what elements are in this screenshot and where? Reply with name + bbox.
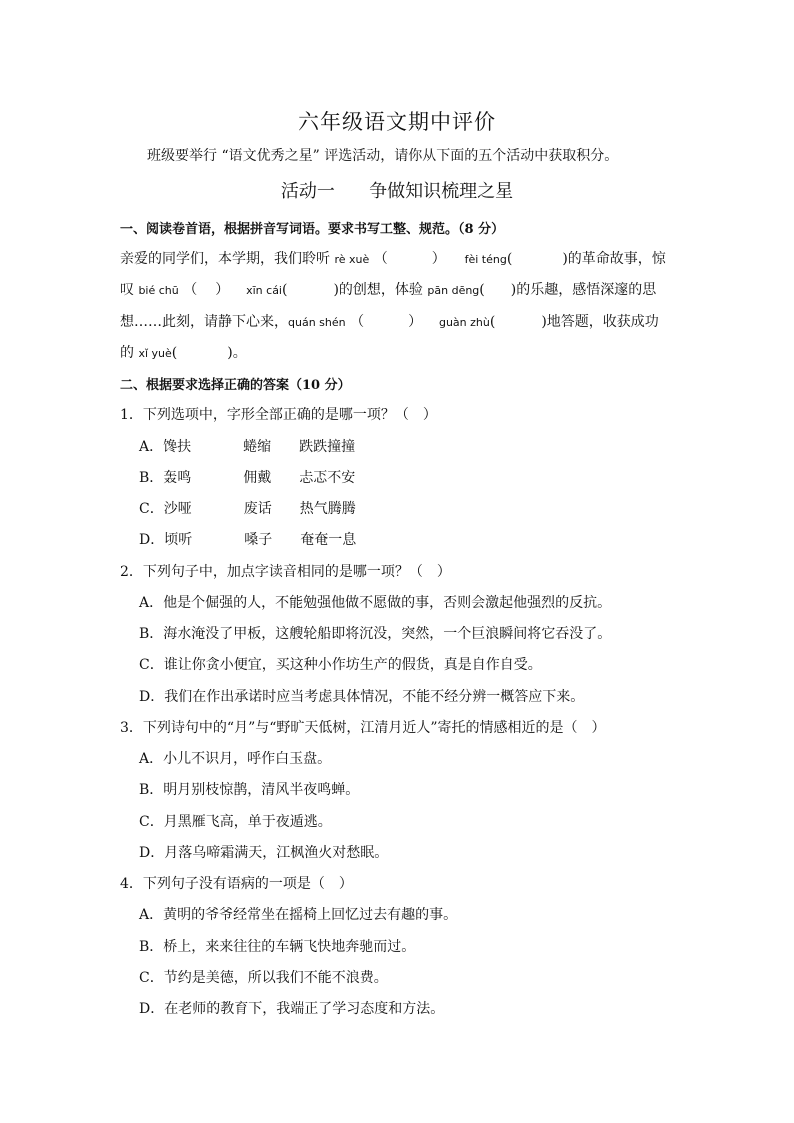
section-1-heading: 一、阅读卷首语，根据拼音写词语。要求书写工整、规范。（8 分） <box>120 222 505 237</box>
question-4-option-c[interactable]: C．节约是美德，所以我们不能不浪费。 <box>139 970 388 986</box>
section-2-heading: 二、根据要求选择正确的答案（10 分） <box>120 378 351 393</box>
question-3-option-a[interactable]: A．小儿不识月，呼作白玉盘。 <box>139 751 332 767</box>
passage-text: 想……此刻，请静下心来， <box>120 314 288 330</box>
question-1-option-c[interactable] <box>139 498 356 518</box>
option-word: 奄奄一息 <box>300 532 357 548</box>
passage-text: )地答题，收获成功 <box>541 314 659 330</box>
question-1-stem: 1．下列选项中，字形全部正确的是哪一项？（ ） <box>120 407 437 423</box>
question-2-stem: 2．下列句子中，加点字读音相同的是哪一项？（ ） <box>120 564 451 580</box>
question-4-stem: 4．下列句子没有语病的一项是（ ） <box>120 876 353 892</box>
question-4-option-b[interactable]: B．桥上，来来往往的车辆飞快地奔驰而过。 <box>139 939 416 955</box>
intro-text: 班级要举行 “语文优秀之星” 评选活动，请你从下面的五个活动中获取积分。 <box>147 148 619 164</box>
option-word: 轰鸣 <box>163 470 192 486</box>
pinyin: pān dēng <box>427 284 480 297</box>
question-2-option-b[interactable]: B．海水淹没了甲板，这艘轮船即将沉没，突然，一个巨浪瞬间将它吞没了。 <box>139 626 612 642</box>
question-4-option-d[interactable]: D．在老师的教育下，我端正了学习态度和方法。 <box>139 1001 445 1017</box>
activity-label: 活动一 <box>280 181 335 202</box>
option-label: D． <box>139 532 165 548</box>
option-word: 馋扶 <box>163 439 192 455</box>
option-word: 跌跌撞撞 <box>299 439 356 455</box>
pinyin-line-2 <box>120 279 680 299</box>
activity-heading <box>0 177 794 203</box>
blank-open: （ <box>373 251 388 267</box>
pinyin: quán shén <box>288 316 346 329</box>
option-word: 废话 <box>243 501 272 517</box>
blank-open: （ <box>350 314 365 330</box>
option-word: 顷听 <box>164 532 193 548</box>
question-2-option-a[interactable]: A．他是个倔强的人，不能勉强他做不愿做的事，否则会激起他强烈的反抗。 <box>139 595 612 611</box>
question-3-option-c[interactable]: C．月黑雁飞高，单于夜遁逃。 <box>139 814 332 830</box>
question-3-stem: 3．下列诗句中的“月”与“野旷天低树，江清月近人”寄托的情感相近的是（ ） <box>120 720 606 736</box>
passage-text: )的乐趣，感悟深邃的思 <box>510 282 657 298</box>
option-label: C． <box>139 501 164 517</box>
option-word: 忐忑不安 <box>299 470 356 486</box>
passage-text: 叹 <box>120 282 134 298</box>
blank-open: ( <box>489 314 496 330</box>
question-1-option-d[interactable] <box>139 529 356 549</box>
question-1-option-b[interactable] <box>139 467 355 487</box>
blank-open: （ <box>183 282 198 298</box>
option-label: A． <box>139 439 164 455</box>
pinyin: rè xuè <box>334 253 370 266</box>
question-4-option-a[interactable]: A．黄明的爷爷经常坐在摇椅上回忆过去有趣的事。 <box>139 907 458 923</box>
blank-open: ( <box>171 345 178 361</box>
question-1-option-a[interactable] <box>139 436 355 456</box>
activity-name: 争做知识梳理之星 <box>369 181 514 202</box>
exam-title: 六年级语文期中评价 <box>298 110 496 134</box>
option-word: 热气腾腾 <box>299 501 356 517</box>
option-word: 蜷缩 <box>243 439 272 455</box>
blank-close: ） <box>431 251 446 267</box>
pinyin: fèi téng <box>464 253 507 266</box>
passage-text: )的创想，体验 <box>333 282 423 298</box>
passage-text: )的革命故事，惊 <box>562 251 666 267</box>
question-2-option-c[interactable]: C．谁让你贪小便宜，买这种小作坊生产的假货，真是自作自受。 <box>139 657 542 673</box>
blank-close: ） <box>215 282 230 298</box>
question-3-option-b[interactable]: B．明月别枝惊鹊，清风半夜鸣蝉。 <box>139 782 360 798</box>
blank-close: ） <box>408 314 423 330</box>
pinyin: xǐ yuè <box>138 347 172 360</box>
pinyin: xīn cái <box>246 284 282 297</box>
option-word: 沙哑 <box>163 501 192 517</box>
pinyin-line-4 <box>120 342 680 362</box>
pinyin: guàn zhù <box>438 316 490 329</box>
pinyin-line-3 <box>120 311 680 331</box>
pinyin-line-1 <box>120 248 680 268</box>
question-2-option-d[interactable]: D．我们在作出承诺时应当考虑具体情况，不能不经分辨一概答应下来。 <box>139 689 585 705</box>
blank-open: ( <box>479 282 485 298</box>
blank-open: ( <box>506 251 513 267</box>
blank-open: ( <box>282 282 288 298</box>
passage-text: 的 <box>120 345 134 361</box>
passage-text: 亲爱的同学们，本学期，我们聆听 <box>120 251 330 267</box>
passage-text: )。 <box>227 345 247 361</box>
option-label: B． <box>139 470 164 486</box>
question-3-option-d[interactable]: D．月落乌啼霜满天，江枫渔火对愁眠。 <box>139 845 389 861</box>
option-word: 佣戴 <box>243 470 272 486</box>
pinyin: bié chū <box>138 284 179 297</box>
option-word: 嗓子 <box>244 532 273 548</box>
